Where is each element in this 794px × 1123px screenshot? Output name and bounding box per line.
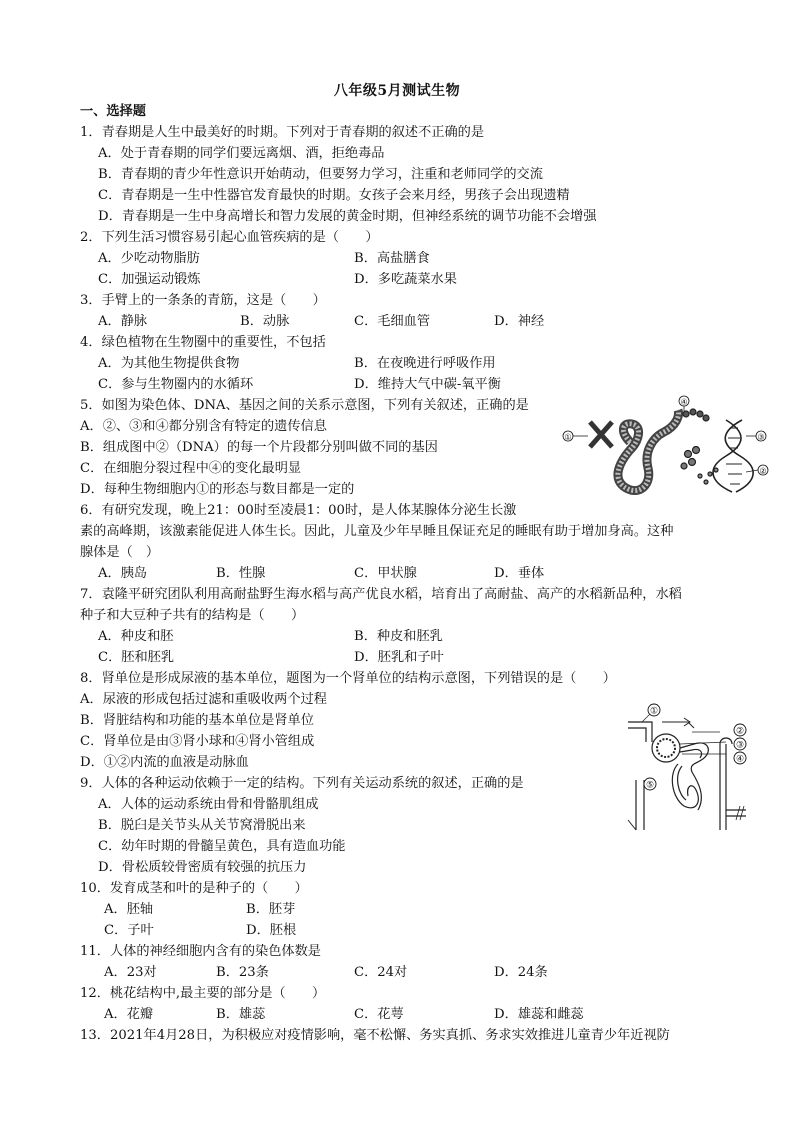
q2-stem: 2．下列生活习惯容易引起心血管疾病的是（ ） — [80, 230, 379, 245]
q4-option-a: A．为其他生物提供食物 — [98, 356, 240, 371]
q7-line-2: 种子和大豆种子共有的结构是（ ） — [80, 608, 305, 623]
q8-option-a: A．尿液的形成包括过滤和重吸收两个过程 — [80, 692, 327, 707]
q5-stem: 5．如图为染色体、DNA、基因之间的关系示意图，下列有关叙述，正确的是 — [80, 398, 529, 413]
q9-option-a: A．人体的运动系统由骨和骨骼肌组成 — [98, 797, 319, 812]
q12-stem: 12．桃花结构中,最主要的部分是（ ） — [80, 986, 326, 1001]
q12-option-b: B．雄蕊 — [216, 1007, 266, 1022]
label-1: ① — [649, 705, 659, 716]
q12-option-d: D．雄蕊和雌蕊 — [494, 1007, 584, 1022]
chromosome-dna-figure — [560, 392, 770, 502]
q10-option-c: C．子叶 — [104, 923, 154, 938]
q1-option-d: D．青春期是一生中身高增长和智力发展的黄金时期，但神经系统的调节功能不会增强 — [98, 209, 597, 224]
q1-stem: 1．青春期是人生中最美好的时期。下列对于青春期的叙述不正确的是 — [80, 125, 485, 140]
section-heading: 一、选择题 — [80, 104, 146, 119]
q2-option-a: A．少吃动物脂肪 — [98, 251, 200, 266]
q10-option-b: B．胚芽 — [246, 902, 296, 917]
q1-option-c: C．青春期是一生中性器官发育最快的时期。女孩子会来月经，男孩子会出现遗精 — [98, 188, 570, 203]
q4-option-d: D．维持大气中碳-氧平衡 — [354, 377, 501, 392]
q3-option-a: A．静脉 — [98, 314, 148, 329]
q7-line-1: 7．袁隆平研究团队利用高耐盐野生海水稻与高产优良水稻，培育出了高耐盐、高产的水稻新品种，水稻 — [80, 587, 682, 602]
q2-option-c: C．加强运动锻炼 — [98, 272, 201, 287]
nephron-figure — [622, 702, 752, 837]
q3-option-b: B．动脉 — [240, 314, 290, 329]
q3-option-d: D．神经 — [494, 314, 545, 329]
label-1: ① — [564, 432, 572, 442]
q6-line-1: 6．有研究发现，晚上21：00时至凌晨1：00时，是人体某腺体分泌生长激 — [80, 503, 517, 518]
q8-option-b: B．肾脏结构和功能的基本单位是肾单位 — [80, 713, 314, 728]
q4-option-c: C．参与生物圈内的水循环 — [98, 377, 254, 392]
q5-option-a: A．②、③和④都分别含有特定的遗传信息 — [80, 419, 327, 434]
q6-option-c: C．甲状腺 — [354, 566, 417, 581]
q7-option-b: B．种皮和胚乳 — [354, 629, 443, 644]
q13-stem: 13．2021年4月28日，为积极应对疫情影响，毫不松懈、务实真抓、务求实效推进儿童青少年近视防 — [80, 1028, 670, 1043]
label-5: ⑤ — [645, 779, 655, 790]
page-title: 八年级5月测试生物 — [333, 83, 461, 99]
q9-option-b: B．脱臼是关节头从关节窝滑脱出来 — [98, 818, 306, 833]
q7-option-c: C．胚和胚乳 — [98, 650, 175, 665]
q4-stem: 4．绿色植物在生物圈中的重要性，不包括 — [80, 335, 326, 350]
q10-option-d: D．胚根 — [246, 923, 297, 938]
q8-option-c: C．肾单位是由③肾小球和④肾小管组成 — [80, 734, 315, 749]
label-3: ③ — [735, 739, 745, 750]
q9-option-c: C．幼年时期的骨髓呈黄色，具有造血功能 — [98, 839, 346, 854]
q11-option-b: B．23条 — [216, 965, 269, 980]
q8-option-d: D．①②内流的血液是动脉血 — [80, 755, 249, 770]
q7-option-a: A．种皮和胚 — [98, 629, 174, 644]
q12-option-c: C．花萼 — [354, 1007, 404, 1022]
q1-option-a: A．处于青春期的同学们要远离烟、酒，拒绝毒品 — [98, 146, 385, 161]
q9-option-d: D．骨松质较骨密质有较强的抗压力 — [98, 860, 307, 875]
q5-option-b: B．组成图中②（DNA）的每一个片段都分别叫做不同的基因 — [80, 440, 438, 455]
q11-option-a: A．23对 — [104, 965, 157, 980]
q6-option-a: A．胰岛 — [98, 566, 148, 581]
q9-stem: 9．人体的各种运动依赖于一定的结构。下列有关运动系统的叙述，正确的是 — [80, 776, 524, 791]
q3-stem: 3．手臂上的一条条的青筋，这是（ ） — [80, 293, 326, 308]
q2-option-d: D．多吃蔬菜水果 — [354, 272, 457, 287]
q5-option-d: D．每种生物细胞内①的形态与数目都是一定的 — [80, 482, 355, 497]
q11-option-d: D．24条 — [494, 965, 548, 980]
label-3: ③ — [757, 432, 765, 442]
q6-option-b: B．性腺 — [216, 566, 266, 581]
q1-option-b: B．青春期的青少年性意识开始萌动，但要努力学习，注重和老师同学的交流 — [98, 167, 543, 182]
q10-stem: 10．发育成茎和叶的是种子的（ ） — [80, 881, 308, 896]
q8-stem: 8．肾单位是形成尿液的基本单位，题图为一个肾单位的结构示意图，下列错误的是（ ） — [80, 671, 616, 686]
q5-option-c: C．在细胞分裂过程中④的变化最明显 — [80, 461, 302, 476]
q7-option-d: D．胚乳和子叶 — [354, 650, 444, 665]
q6-option-d: D．垂体 — [494, 566, 545, 581]
q6-line-2: 素的高峰期，该激素能促进人体生长。因此，儿童及少年早睡且保证充足的睡眠有助于增加身高。这种 — [80, 524, 674, 539]
q3-option-c: C．毛细血管 — [354, 314, 431, 329]
label-4: ④ — [735, 753, 745, 764]
q11-option-c: C．24对 — [354, 965, 408, 980]
label-2: ② — [735, 725, 745, 736]
q4-option-b: B．在夜晚进行呼吸作用 — [354, 356, 496, 371]
q6-line-3: 腺体是（ ） — [80, 545, 160, 560]
q12-option-a: A．花瓣 — [104, 1007, 154, 1022]
q11-stem: 11．人体的神经细胞内含有的染色体数是 — [80, 944, 321, 959]
q2-option-b: B．高盐膳食 — [354, 251, 430, 266]
q10-option-a: A．胚轴 — [104, 902, 154, 917]
label-4: ④ — [680, 397, 688, 407]
label-2: ② — [759, 466, 767, 476]
